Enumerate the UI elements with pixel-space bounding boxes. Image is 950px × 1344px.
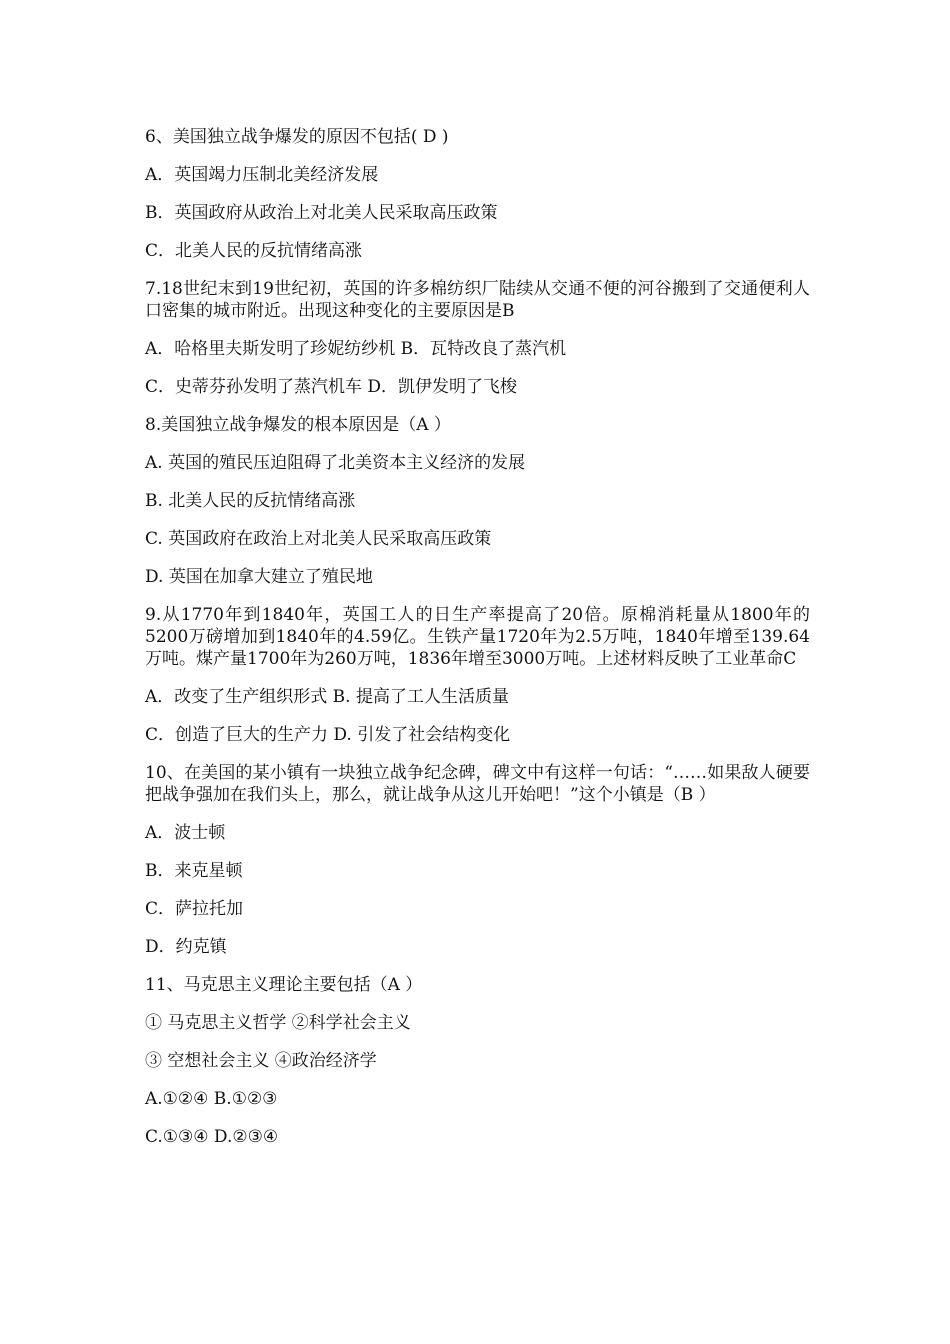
- answer-option: B．英国政府从政治上对北美人民采取高压政策: [145, 203, 498, 223]
- answer-option: A.①②④ B.①②③: [145, 1089, 278, 1109]
- answer-option: C．创造了巨大的生产力 D. 引发了社会结构变化: [145, 725, 511, 745]
- question-8: [145, 414, 810, 588]
- answer-option: A．改变了生产组织形式 B. 提高了工人生活质量: [145, 687, 509, 707]
- question-stem: 7.18世纪末到19世纪初，英国的许多棉纺织厂陆续从交通不便的河谷搬到了交通便利人口密集的城市附近。出现这种变化的主要原因是B: [145, 279, 810, 321]
- answer-option: B. 北美人民的反抗情绪高涨: [145, 491, 356, 511]
- question-stem: 10、在美国的某小镇有一块独立战争纪念碑，碑文中有这样一句话：“……如果敌人硬要把战争强加在我们头上，那么，就让战争从这儿开始吧！”这个小镇是（B ）: [145, 763, 810, 805]
- answer-option: C．北美人民的反抗情绪高涨: [145, 241, 363, 261]
- question-stem: 9.从1770年到1840年，英国工人的日生产率提高了20倍。原棉消耗量从1800年的5200万磅增加到1840年的4.59亿。生铁产量1720年为2.5万吨，1840年增至139.64万吨。煤产量1700年为260万吨，1836年增至3000万吨。上述材料反映了工业革命C: [145, 605, 810, 669]
- answer-option: C.①③④ D.②③④: [145, 1127, 279, 1147]
- statement-item: ③ 空想社会主义 ④政治经济学: [145, 1051, 377, 1071]
- answer-option: A．英国竭力压制北美经济发展: [145, 165, 379, 185]
- question-list: [145, 126, 810, 1164]
- question-11: [145, 974, 810, 1148]
- statement-item: ① 马克思主义哲学 ②科学社会主义: [145, 1013, 411, 1033]
- question-7: [145, 278, 810, 398]
- answer-option: C．萨拉托加: [145, 899, 244, 919]
- question-stem: 6、美国独立战争爆发的原因不包括( D ): [145, 127, 449, 147]
- answer-option: C．史蒂芬孙发明了蒸汽机车 D．凯伊发明了飞梭: [145, 377, 518, 397]
- question-10: [145, 762, 810, 958]
- answer-option: A. 英国的殖民压迫阻碍了北美资本主义经济的发展: [145, 453, 526, 473]
- question-6: [145, 126, 810, 262]
- answer-option: B．来克星顿: [145, 861, 243, 881]
- question-9: [145, 604, 810, 746]
- answer-option: A．哈格里夫斯发明了珍妮纺纱机 B．瓦特改良了蒸汽机: [145, 339, 567, 359]
- question-stem: 8.美国独立战争爆发的根本原因是（A ）: [145, 415, 451, 435]
- answer-option: C. 英国政府在政治上对北美人民采取高压政策: [145, 529, 492, 549]
- answer-option: D. 英国在加拿大建立了殖民地: [145, 567, 373, 587]
- answer-option: A．波士顿: [145, 823, 226, 843]
- question-stem: 11、马克思主义理论主要包括（A ）: [145, 975, 423, 995]
- answer-option: D．约克镇: [145, 937, 227, 957]
